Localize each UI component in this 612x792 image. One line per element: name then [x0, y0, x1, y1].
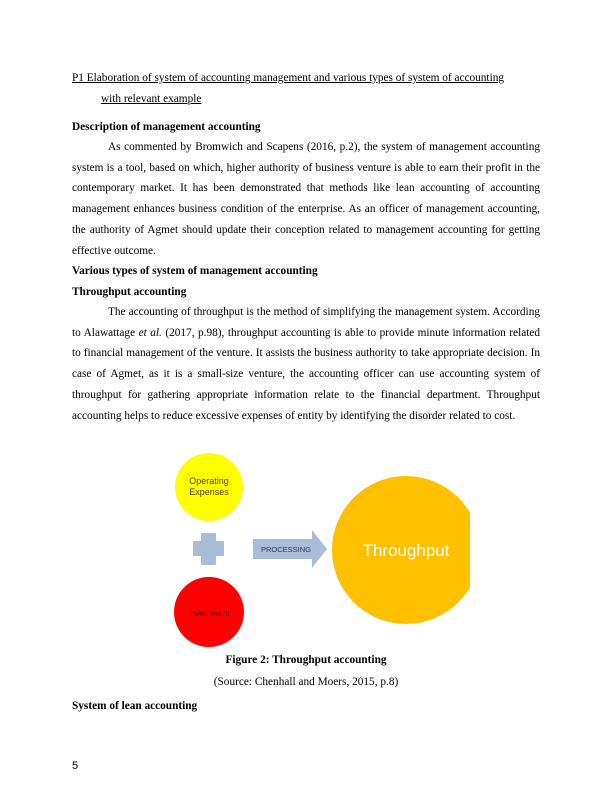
figure-caption-title: Figure 2: Throughput accounting — [225, 654, 387, 666]
paragraph-description-text: As commented by Bromwich and Scapens (2016, p.2), the system of management accounting system is a tool, based on which, higher authority of business venture is able to earn their profit in the contemporary market. It has been demonstrated that methods like lean accounting of accounting management enhances business condition of the enterprise. As an officer of management accounting, the authority of Agmet should update their conception related to management accounting for getting effective outcome. — [72, 141, 540, 257]
page-number: 5 — [72, 760, 79, 772]
operating-expenses-label-line1: Operating — [189, 476, 229, 486]
paragraph-throughput-text-1: The accounting of throughput is the method of simplifying the management system. According to Alawattage — [72, 306, 540, 339]
throughput-diagram — [150, 450, 470, 650]
heading-various-types: Various types of system of management accounting — [72, 265, 318, 277]
heading-throughput-accounting: Throughput accounting — [72, 286, 187, 298]
plus-icon — [193, 533, 224, 565]
paragraph-description — [72, 137, 540, 261]
section-heading-p1 — [72, 68, 542, 109]
heading-line-1: P1 Elaboration of system of accounting management and various types of system of accounting — [72, 72, 505, 84]
paragraph-throughput — [72, 302, 540, 426]
plus-icon-horizontal — [193, 541, 224, 556]
operating-expenses-label-line2: Expenses — [189, 487, 229, 497]
throughput-label: Throughput — [362, 541, 450, 560]
investment-label: Investment — [188, 608, 230, 618]
heading-line-2: with relevant example — [101, 92, 202, 105]
paragraph-throughput-italic: et al. — [138, 326, 162, 339]
heading-lean-accounting: System of lean accounting — [72, 700, 198, 712]
heading-description-management-accounting: Description of management accounting — [72, 121, 261, 133]
figure-caption-source: (Source: Chenhall and Moers, 2015, p.8) — [213, 676, 399, 688]
processing-label: PROCESSING — [260, 545, 312, 554]
paragraph-throughput-text-2: (2017, p.98), throughput accounting is able to provide minute information related to financial management of the venture. It assists the business authority to take appropriate decision. In case of Agmet, as it is a small-size venture, the accounting officer can use accounting system of throughput for gathering appropriate information relate to the financial department. Throughput accounting helps to reduce excessive expenses of entity by identifying the disorder related to cost. — [72, 326, 541, 422]
